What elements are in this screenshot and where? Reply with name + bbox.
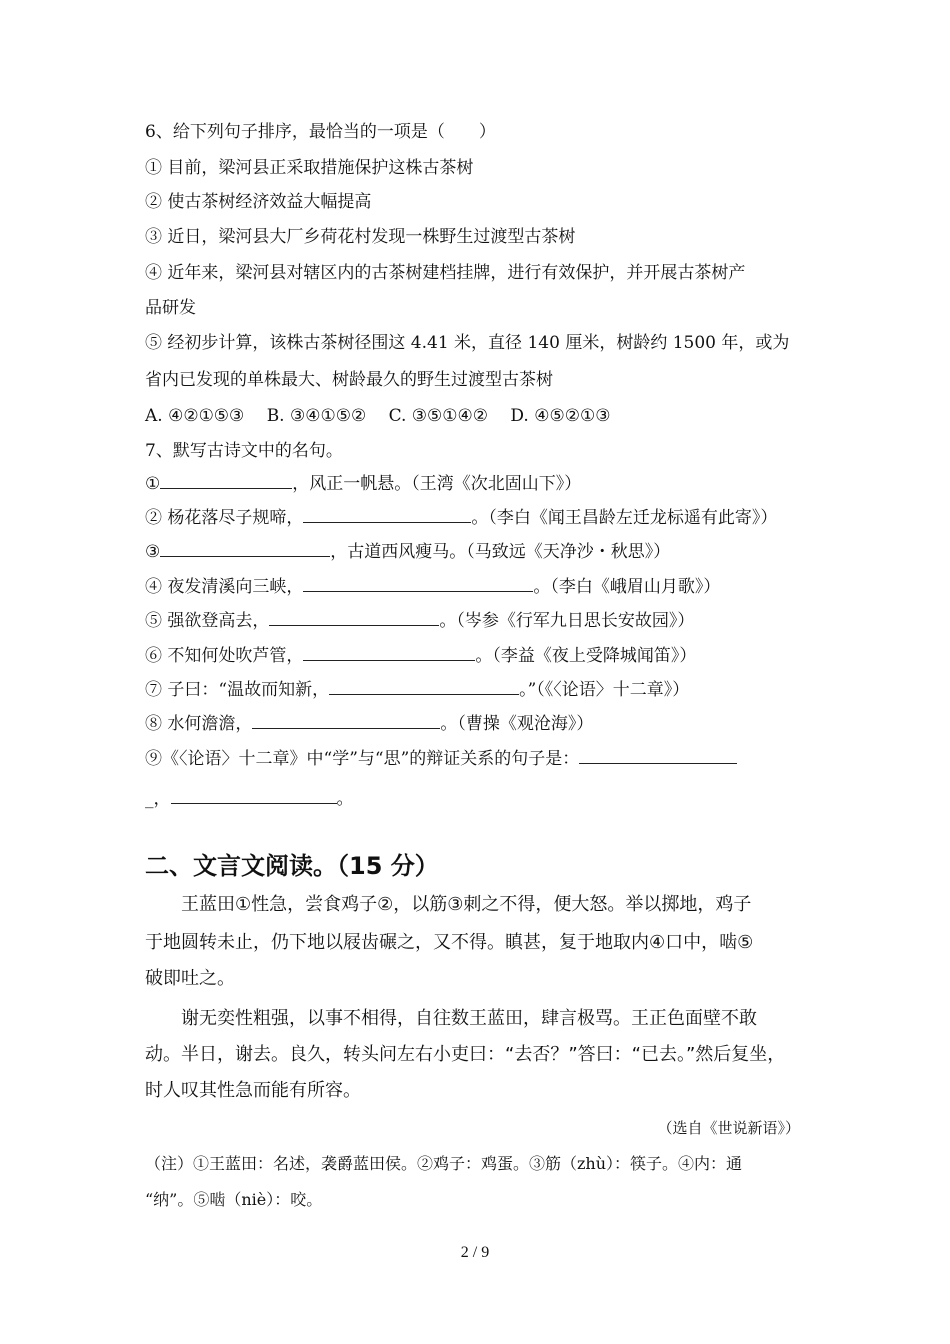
q7-line-8-post: 。（曹操《观沧海》） [440,714,594,734]
passage-2-line-2: 动。半日，谢去。良久，转头问左右小吏曰：“去否？”答曰：“已去。”然后复坐， [145,1044,786,1065]
passage-2-line-1: 谢无奕性粗强，以事不相得，自往数王蓝田，肆言极骂。王正色面壁不敢 [145,1008,757,1029]
q7-line-9-pre: ⑨《〈论语〉十二章》中“学”与“思”的辩证关系的句子是： [145,749,580,769]
q7-line-7-pre: ⑦ 子曰：“温故而知新， [145,680,330,700]
q7-line-7 [145,679,689,701]
q7-line-6 [145,645,696,667]
q7-line-1 [145,473,581,495]
q7-line-3 [145,541,670,563]
q7-line-1-post: ，风正一帆悬。（王湾《次北固山下》） [292,474,582,494]
q7-line-2-pre: ② 杨花落尽子规啼， [145,508,304,528]
answer-blank[interactable] [252,713,440,729]
q7-line-9 [145,748,737,770]
answer-blank[interactable] [160,473,292,489]
q7-line-5-pre: ⑤ 强欲登高去， [145,611,270,631]
section-2-heading: 二、文言文阅读。（15 分） [145,852,439,880]
passage-1-line-1: 王蓝田①性急，尝食鸡子②，以筋③刺之不得，便大怒。举以掷地，鸡子 [145,894,752,915]
q7-line-6-post: 。（李益《夜上受降城闻笛》） [475,646,697,666]
answer-blank[interactable] [329,679,519,695]
q7-line-10-pre: _， [145,789,171,809]
q7-line-1-pre: ① [145,474,161,494]
q6-item-5-cont: 省内已发现的单株最大、树龄最久的野生过渡型古茶树 [145,370,553,390]
q7-line-8 [145,713,593,735]
passage-1-line-3: 破即吐之。 [145,968,235,989]
q7-line-4 [145,576,720,598]
q7-line-10 [145,788,354,810]
passage-1-line-2: 于地圆转未止，仍下地以屐齿碾之，又不得。瞋甚，复于地取内④口中，啮⑤ [145,932,754,953]
q6-item-3: ③ 近日，梁河县大厂乡荷花村发现一株野生过渡型古茶树 [145,227,576,247]
answer-blank[interactable] [579,748,737,764]
q7-line-4-post: 。（李白《峨眉山月歌》） [533,577,721,597]
answer-blank[interactable] [269,610,439,626]
answer-blank[interactable] [160,541,330,557]
q6-item-4-cont: 品研发 [145,298,196,318]
answer-blank[interactable] [303,576,533,592]
q7-line-6-pre: ⑥ 不知何处吹芦管， [145,646,304,666]
page-number: 2 / 9 [460,1244,490,1261]
answer-blank[interactable] [303,507,471,523]
q7-line-2 [145,507,777,529]
answer-blank[interactable] [303,645,475,661]
q6-item-4: ④ 近年来，梁河县对辖区内的古茶树建档挂牌，进行有效保护，并开展古茶树产 [145,263,746,283]
q6-item-5: ⑤ 经初步计算，该株古茶树径围这 4.41 米，直径 140 厘米，树龄约 1500 年，或为 [145,333,790,353]
q6-item-2: ② 使古茶树经济效益大幅提高 [145,192,372,212]
notes-line-2: “纳”。⑤啮（niè）：咬。 [145,1190,323,1209]
q7-line-3-pre: ③ [145,542,161,562]
q7-line-5-post: 。（岑参《行军九日思长安故园》） [439,611,695,631]
question-6-stem: 6、给下列句子排序，最恰当的一项是（ ） [145,122,496,142]
q7-line-5 [145,610,694,632]
question-7-stem: 7、默写古诗文中的名句。 [145,441,343,461]
q7-line-3-post: ，古道西风瘦马。（马致远《天净沙・秋思》） [330,542,671,562]
q6-options: A. ④②①⑤③ B. ③④①⑤② C. ③⑤①④② D. ④⑤②①③ [145,406,611,426]
answer-blank[interactable] [171,788,337,804]
q7-line-2-post: 。（李白《闻王昌龄左迁龙标遥有此寄》） [471,508,778,528]
q7-line-8-pre: ⑧ 水何澹澹， [145,714,253,734]
passage-2-line-3: 时人叹其性急而能有所容。 [145,1080,361,1101]
notes-line-1: （注）①王蓝田：名述，袭爵蓝田侯。②鸡子：鸡蛋。③筋（zhù）：筷子。④内：通 [145,1154,743,1173]
q7-line-4-pre: ④ 夜发清溪向三峡， [145,577,304,597]
q6-item-1: ① 目前，梁河县正采取措施保护这株古茶树 [145,158,474,178]
passage-source: （选自《世说新语》） [657,1119,800,1137]
q7-line-10-post: 。 [336,789,354,809]
q7-line-7-post: 。”（《〈论语〉十二章》） [519,680,690,700]
